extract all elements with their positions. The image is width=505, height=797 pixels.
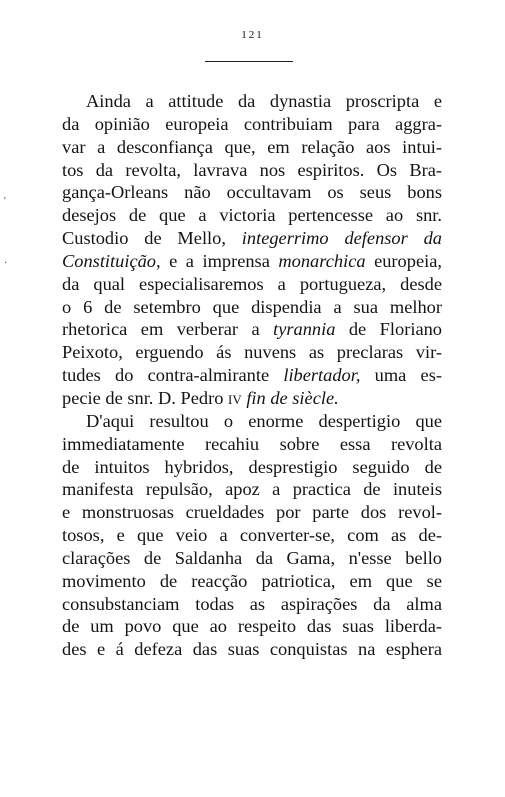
- text-run: de Floriano: [335, 319, 443, 340]
- text-run: desejos de que a victoria pertencesse ao snr.: [62, 205, 442, 226]
- text-run: uma es-: [360, 365, 442, 386]
- text-line: [62, 364, 442, 387]
- text-line: [62, 204, 442, 227]
- text-line: [62, 227, 442, 250]
- text-run: manifesta repulsão, apoz a practica de inuteis: [62, 479, 442, 500]
- text-run: D'aqui resultou o enorme despertigio que: [86, 410, 442, 431]
- margin-mark: ·: [4, 258, 8, 269]
- page-number: 121: [241, 29, 264, 41]
- italic-run: fin de siècle.: [246, 387, 339, 408]
- text-line: [62, 113, 442, 136]
- text-line: [62, 410, 442, 433]
- text-line: [62, 273, 442, 296]
- text-line: [62, 501, 442, 524]
- text-run: var a desconfiança que, em relação aos intui-: [62, 136, 442, 157]
- text-run: tosos, e que veio a converter-se, com as de-: [62, 525, 442, 546]
- text-run: immediatamente recahiu sobre essa revolta: [62, 433, 442, 454]
- text-run: e monstruosas crueldades por parte dos revol-: [62, 502, 442, 523]
- text-line: [62, 296, 442, 319]
- text-run: o 6 de setembro que dispendia a sua melhor: [62, 296, 442, 317]
- text-run: Ainda a attitude da dynastia proscripta e: [86, 91, 442, 111]
- text-line: [62, 341, 442, 364]
- text-run: Custodio de Mello,: [62, 228, 242, 249]
- text-line: [62, 90, 442, 113]
- text-line: [62, 570, 442, 593]
- paragraph: [62, 410, 442, 661]
- text-run: de intuitos hybridos, desprestigio seguido de: [62, 456, 442, 477]
- text-run: consubstanciam todas as aspirações da alma: [62, 593, 442, 614]
- text-run: des e á defeza das suas conquistas na esphera: [62, 639, 442, 660]
- text-line: [62, 318, 442, 341]
- header-rule: [205, 61, 293, 62]
- text-run: tudes do contra-almirante: [62, 365, 284, 386]
- italic-run: Constituição,: [62, 250, 161, 271]
- italic-run: libertador,: [283, 365, 361, 386]
- text-run: da qual especialisaremos a portugueza, desde: [62, 273, 442, 294]
- text-run: europeia,: [365, 250, 442, 271]
- text-line: [62, 615, 442, 638]
- paragraph: [62, 90, 442, 410]
- text-line: [62, 638, 442, 661]
- text-run: gança-Orleans não occultavam os seus bons: [62, 182, 442, 203]
- text-line: [62, 547, 442, 570]
- text-line: [62, 136, 442, 159]
- text-run: rhetorica em verberar a: [62, 319, 274, 340]
- text-line: [62, 159, 442, 182]
- text-block: [62, 90, 442, 661]
- text-run: e a imprensa: [160, 250, 279, 271]
- text-run: Peixoto, erguendo ás nuvens as preclaras vir-: [62, 342, 442, 363]
- text-line: [62, 387, 442, 410]
- text-line: [62, 250, 442, 273]
- text-line: [62, 478, 442, 501]
- italic-run: tyrannia: [273, 319, 336, 340]
- italic-run: monarchica: [278, 250, 366, 271]
- text-run: da opinião europeia contribuiam para aggra-: [62, 113, 442, 134]
- text-run: de um povo que ao respeito das suas liberda-: [62, 616, 442, 637]
- text-line: [62, 593, 442, 616]
- small-caps-run: iv: [227, 387, 242, 408]
- text-line: [62, 181, 442, 204]
- text-run: clarações de Saldanha da Gama, n'esse bello: [62, 547, 442, 568]
- italic-run: integerrimo defensor da: [241, 228, 442, 249]
- text-line: [62, 524, 442, 547]
- text-line: [62, 433, 442, 456]
- text-run: tos da revolta, lavrava nos espiritos. Os Bra-: [62, 159, 442, 180]
- text-line: [62, 456, 442, 479]
- text-run: pecie de snr. D. Pedro: [62, 387, 228, 408]
- margin-mark: ': [4, 196, 6, 207]
- text-run: movimento de reacção patriotica, em que se: [62, 570, 442, 591]
